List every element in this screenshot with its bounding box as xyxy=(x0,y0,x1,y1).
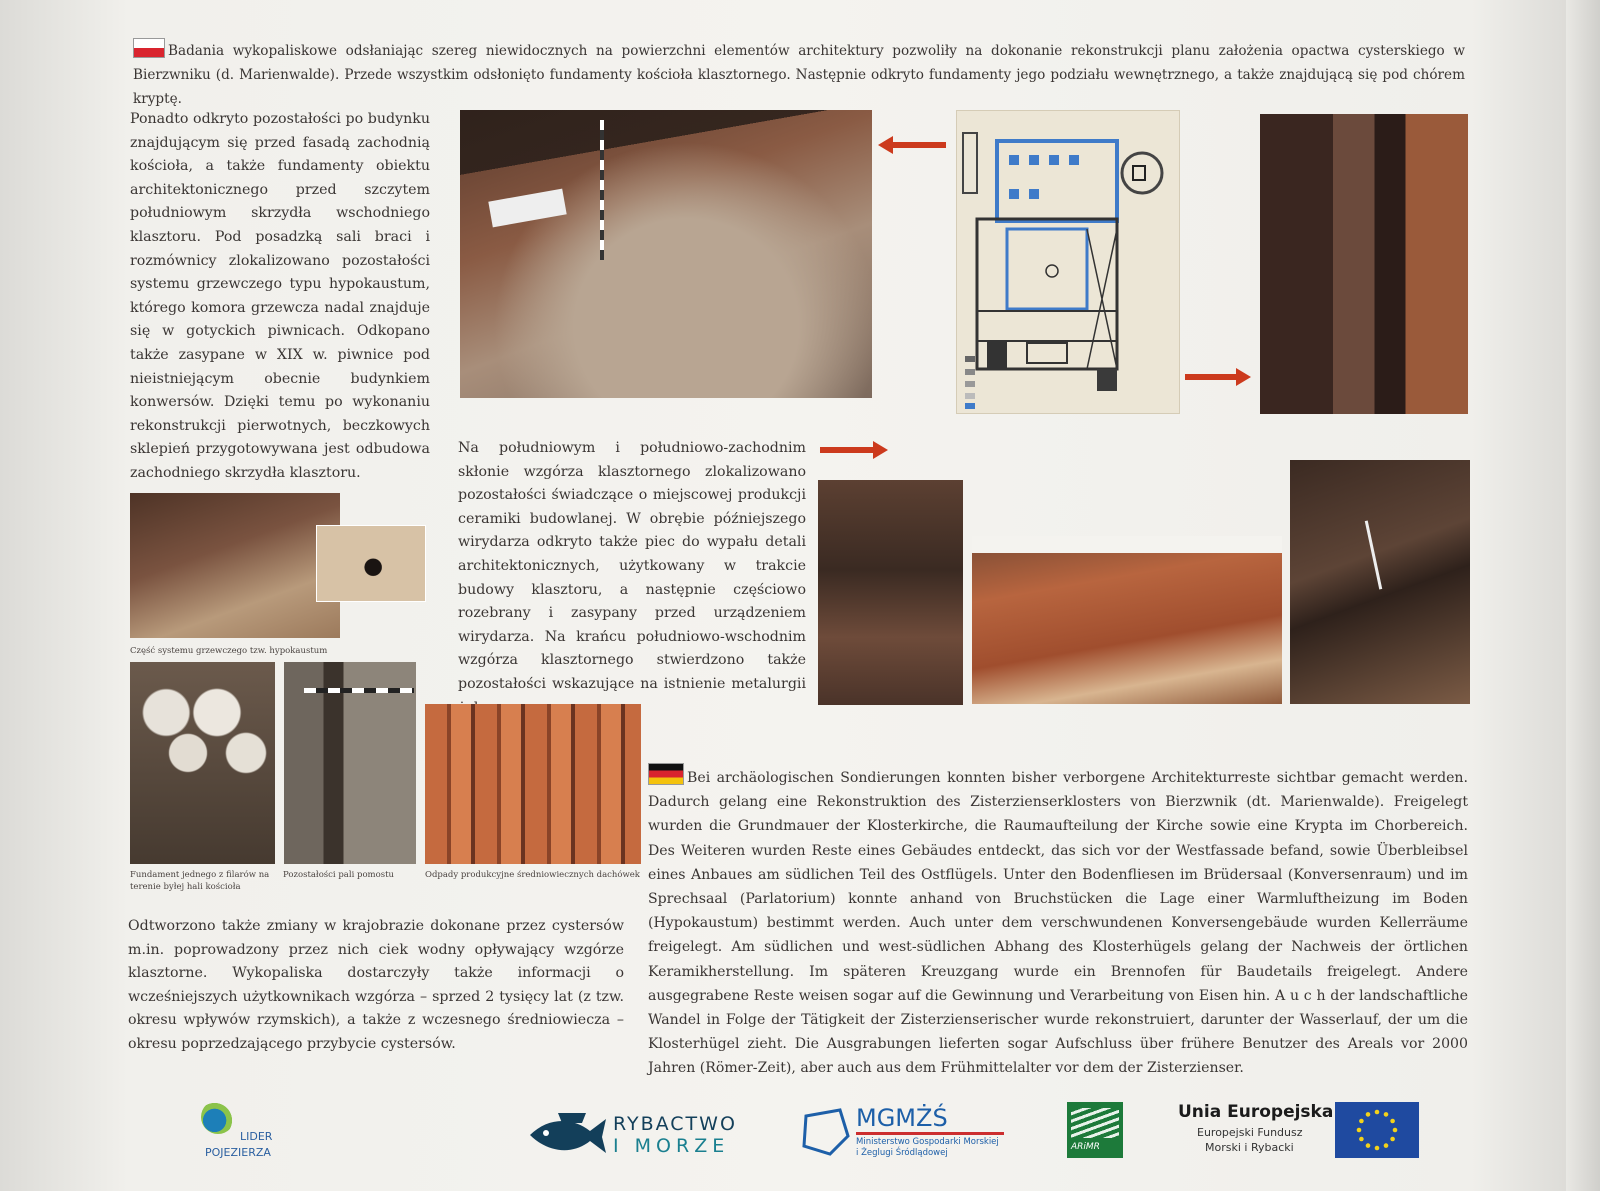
fish-boat-icon xyxy=(528,1107,608,1157)
kiln-photo-3 xyxy=(1290,460,1470,704)
arrow-right-icon xyxy=(820,447,874,453)
field-icon xyxy=(1071,1108,1119,1138)
eu-flag-icon xyxy=(1335,1102,1419,1158)
col3-text: Odtworzono także zmiany w krajobrazie dokonane przez cystersów m.in. poprowadzony przez nich ciek wodny opływający wzgórze klasztorne. Wykopaliska dostarczyły także informacji o wcześniejszych użytkownikach wzgórza – sprzed 2 tysięcy lat (z tzw. okresu wpływów rzymskich), a także z wczesnego średniowiecza – okresu poprzedzającego przybycie cystersów. xyxy=(128,918,624,1052)
kiln-photo-2 xyxy=(972,536,1282,704)
plan-drawing xyxy=(957,111,1179,413)
logo-lider xyxy=(195,1100,285,1162)
german-block xyxy=(648,763,1468,1081)
lider-bottom-text: POJEZIERZA xyxy=(205,1146,271,1159)
polish-flag-icon xyxy=(133,38,165,58)
logo-eu xyxy=(1175,1100,1425,1164)
mgm-sub1: Ministerstwo Gospodarki Morskiej xyxy=(856,1137,999,1147)
crypt-photo xyxy=(1260,114,1468,414)
logo-rybactwo xyxy=(528,1105,738,1161)
rybactwo-text-1: RYBACTWO xyxy=(613,1113,737,1135)
roof-tiles-photo xyxy=(425,704,641,864)
eu-title: Unia Europejska xyxy=(1178,1102,1334,1122)
lider-emblem-icon xyxy=(201,1100,235,1134)
col2-text: Na południowym i południowo-zachodnim skłonie wzgórza klasztornego zlokalizowano pozostałości świadczące o miejscowej produkcji ceramiki budowlanej. W obrębie późniejszego wirydarza odkryto także piec do wypału detali architektonicznych, użytkowany w trakcie budowy klasztoru, a następnie częściowo rozebrany i zasypany przed urządzeniem wirydarza. Na krańcu południowo-wschodnim wzgórza klasztornego stwierdzono także pozostałości wskazujące na istnienie metalurgii xyxy=(458,440,806,692)
intro-text: Badania wykopaliskowe odsłaniając szereg niewidocznych na powierzchni elementów architektury pozwoliły na dokonanie rekonstrukcji planu założenia opactwa cysterskiego w Bierzwniku (d. Marienwalde). Przede wszystkim odsłonięto fundamenty kościoła klasztornego. Następnie odkryto fundamenty jego podziału wewnętrznego, a także znajdującą się pod chórem kryptę. xyxy=(133,43,1465,107)
logo-mgmzs xyxy=(800,1102,1010,1162)
monastery-plan xyxy=(956,110,1180,414)
col1-text: Ponadto odkryto pozostałości po budynku znajdującym się przed fasadą zachodnią kościoła, a także fundamenty obiektu architektonicznego przed szczytem południowym skrzydła wschodniego klasztoru. Pod posadzką sali braci i rozmównicy zlokalizowano pozostałości systemu grzewczego typu hypokaustum, którego komora grzewcza nadal znajduje się w gotyckich piwnicach. Odkopano także zasypane w XIX w. piwnice pod nieistniejącym obecnie budynkiem konwersów. Dzięki temu po wykonaniu rekonstrukcji pierwotnych, beczkowych sklepień przygotowywana jest odbudowa zachodniego skrzydła klasztoru. xyxy=(130,111,430,481)
german-flag-icon xyxy=(648,763,684,785)
hypocaust-detail-photo xyxy=(316,525,426,602)
arrow-right-icon xyxy=(1185,374,1237,380)
caption-tiles: Odpady produkcyjne średniowiecznych dachówek xyxy=(425,870,640,880)
arrow-left-icon xyxy=(892,142,946,148)
map-outline-icon xyxy=(800,1106,852,1158)
excavation-photo xyxy=(460,110,872,398)
german-text: Bei archäologischen Sondierungen konnten bisher verborgene Architekturreste sichtbar gemacht werden. Dadurch gelang eine Rekonstruktion des Zisterzienserklosters von Bierzwnik (dt. Marienwalde). Freigelegt wurden die Grundmauer der Klosterkirche, die Raumaufteilung der Kirche sowie eine Krypta im Chorbereich. Des Weiteren wurden Reste eines Gebäudes entdeckt, das sich vor der Westfassade befand, sowie Überbleibsel eines Anbaues am südlichen Teil des Ostflügels. Unter den Bodenfliesen im Brüdersaal (Konversenraum) und im Sprechsaal (Parlatorium) konnte anhand von Bruchstücken die Lage einer Warmluftheizung im Boden (Hypokaustum) bestimmt werden. Auch unter dem verschwundenen Konversengebäude wurden Kellerräume freigelegt. Am südlichen und west-südlichen Abhang des Klosterhügels gelang der Nachweis der örtlichen Keramikherstellung. Im späteren Kreuzgang wurde ein Brennofen für Baudetails freigelegt. Andere ausgegrabene Reste weisen sogar auf die Gewinnung und Verarbeitung von Eisen hin. A u c h der landschaftliche Wandel in Folge der Tätigkeit der Zisterzienserischer wurde rekonstruiert, darunter der Wasserlauf, der um die Klosterhügel zieht. Die Ausgrabungen lieferten sogar Aufschluss über frühere Benutzer des Areals vor 2000 Jahren (Römer-Zeit), aber auch aus dem Frühmittelalter vor dem der Zisterzienser. xyxy=(648,770,1468,1077)
eu-sub2: Morski i Rybacki xyxy=(1205,1141,1294,1154)
eu-sub1: Europejski Fundusz xyxy=(1197,1126,1303,1139)
mgm-text: MGMŻŚ xyxy=(856,1104,948,1132)
logo-arimr xyxy=(1067,1102,1123,1158)
intro-polish xyxy=(133,38,1465,111)
caption-piles: Pozostałości pali pomostu xyxy=(283,870,394,880)
arimr-text: ARiMR xyxy=(1071,1142,1100,1152)
rybactwo-text-2: I MORZE xyxy=(613,1135,730,1157)
hypocaust-photo xyxy=(130,493,340,638)
caption-hypocaust: Część systemu grzewczego tzw. hypokaustum xyxy=(130,646,328,656)
piles-photo xyxy=(284,662,416,864)
board-edge xyxy=(1566,0,1600,1191)
kiln-photo-1 xyxy=(818,480,963,705)
lider-top-text: LIDER xyxy=(240,1130,273,1143)
foundation-photo xyxy=(130,662,275,864)
mgm-sub2: i Żeglugi Śródlądowej xyxy=(856,1148,948,1158)
caption-foundation: Fundament jednego z filarów na terenie byłej hali kościoła xyxy=(130,870,270,892)
